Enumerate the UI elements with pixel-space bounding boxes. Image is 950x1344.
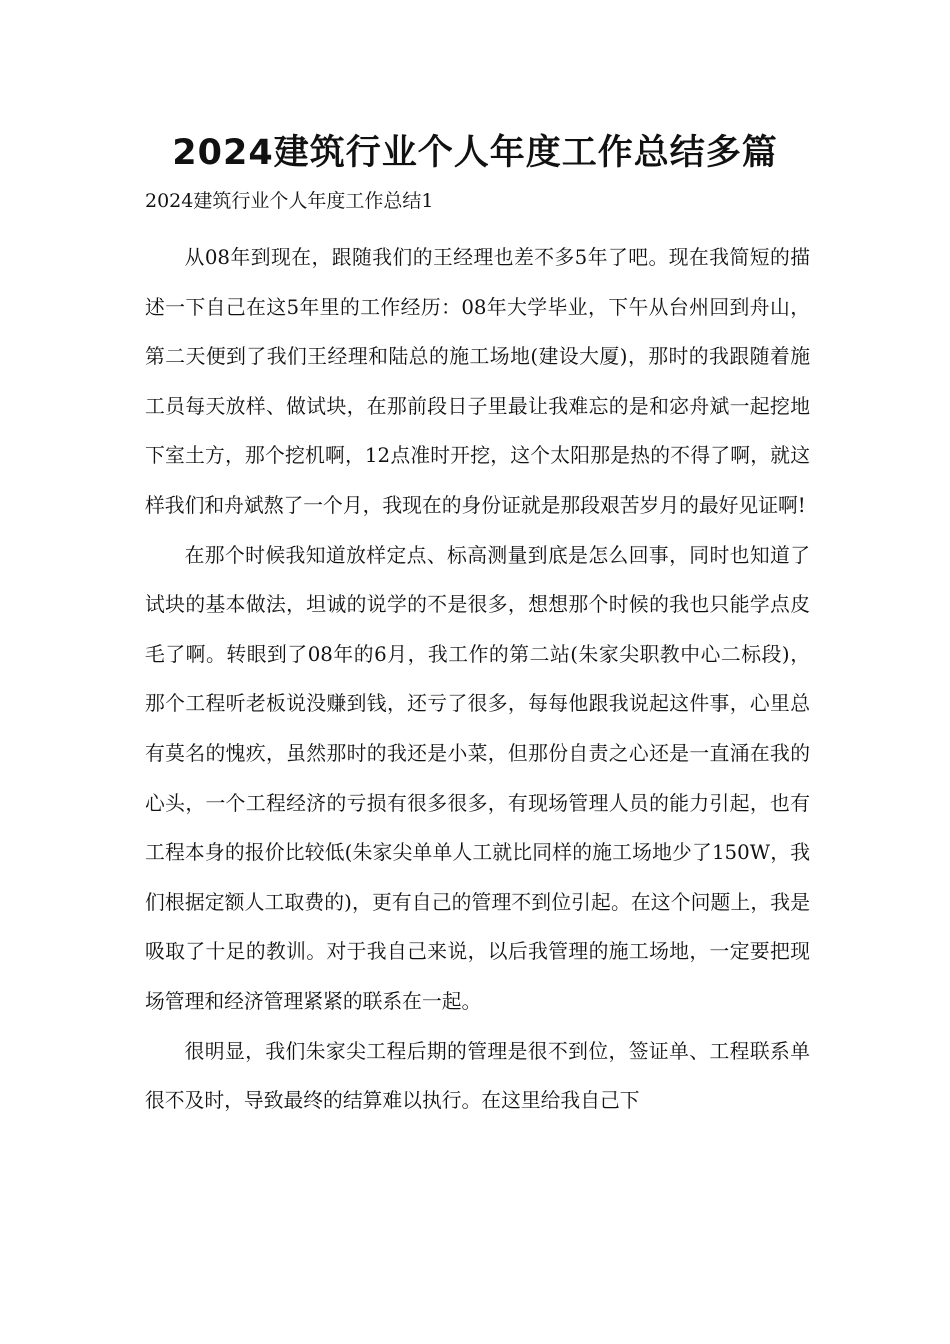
- document-title: 2024建筑行业个人年度工作总结多篇: [172, 133, 778, 173]
- document-body: [145, 233, 810, 1126]
- paragraph-2: 在那个时候我知道放样定点、标高测量到底是怎么回事，同时也知道了试块的基本做法，坦诚的说学的不是很多，想想那个时候的我也只能学点皮毛了啊。转眼到了08年的6月，我工作的第二站(朱家尖职教中心二标段)，那个工程听老板说没赚到钱，还亏了很多，每每他跟我说起这件事，心里总有莫名的愧疚，虽然那时的我还是小菜，但那份自责之心还是一直涌在我的心头，一个工程经济的亏损有很多很多，有现场管理人员的能力引起，也有工程本身的报价比较低(朱家尖单单人工就比同样的施工场地少了150W，我们根据定额人工取费的)，更有自己的管理不到位引起。在这个问题上，我是吸取了十足的教训。对于我自己来说，以后我管理的施工场地，一定要把现场管理和经济管理紧紧的联系在一起。: [145, 543, 810, 1013]
- paragraph-3: 很明显，我们朱家尖工程后期的管理是很不到位，签证单、工程联系单很不及时，导致最终的结算难以执行。在这里给我自己下: [145, 1039, 810, 1113]
- paragraph-1: 从08年到现在，跟随我们的王经理也差不多5年了吧。现在我简短的描述一下自己在这5年里的工作经历：08年大学毕业，下午从台州回到舟山，第二天便到了我们王经理和陆总的施工场地(建设大厦)，那时的我跟随着施工员每天放样、做试块，在那前段日子里最让我难忘的是和宓舟斌一起挖地下室土方，那个挖机啊，12点准时开挖，这个太阳那是热的不得了啊，就这样我们和舟斌熬了一个月，我现在的身份证就是那段艰苦岁月的最好见证啊!: [145, 246, 810, 517]
- section-heading: 2024建筑行业个人年度工作总结1: [145, 190, 434, 212]
